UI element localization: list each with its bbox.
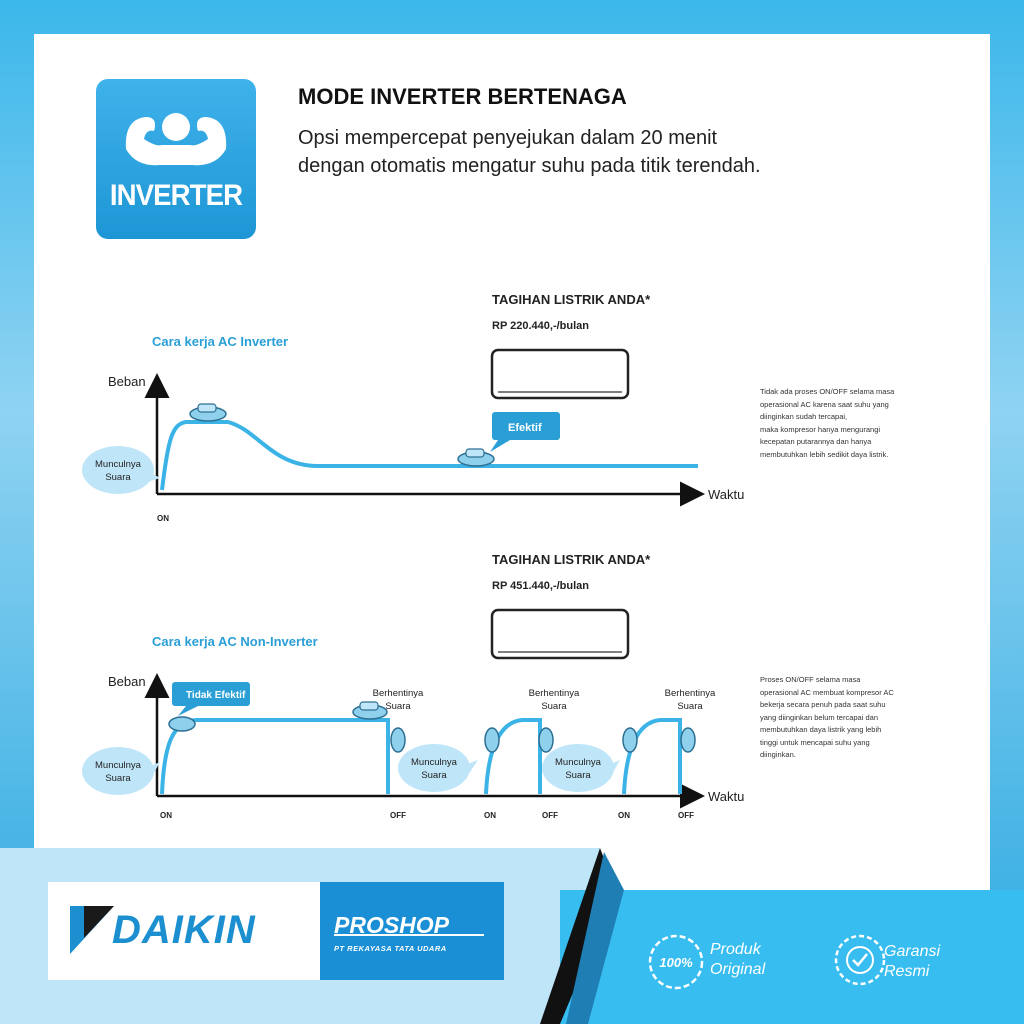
noninverter-bill-title: TAGIHAN LISTRIK ANDA* [492,552,651,567]
stop-sound-line-2: Suara [677,701,703,712]
stop-sound-line-1: Berhentinya [372,688,424,699]
note-line: diinginkan. [760,750,796,759]
note-line: operasional AC karena saat suhu yang [760,399,889,409]
brand-name: DAIKIN [112,908,256,952]
badge-line: Resmi [884,963,930,980]
sound-bubble-line-2: Suara [421,770,447,781]
sound-bubble-line-1: Munculnya [555,757,601,768]
note-line: yang diinginkan belum tercapai dan [760,712,878,722]
inverter-icon-label: INVERTER [109,179,243,212]
warranty-icon [836,936,884,984]
badge-original-label [710,940,765,980]
note-line: Tidak ada proses ON/OFF selama masa [760,387,895,396]
off-label: OFF [678,811,694,820]
page-title: MODE INVERTER BERTENAGA [298,84,627,109]
note-line: operasional AC membuat kompresor AC [760,687,894,697]
note-line: bekerja secara penuh pada saat suhu [760,700,886,709]
original-product-icon [650,936,702,988]
badge-line: Original [710,961,766,978]
badge-line: Produk [710,941,761,958]
inverter-bill-title: TAGIHAN LISTRIK ANDA* [492,292,651,307]
sound-bubble-line-1: Munculnya [95,459,141,470]
badge-percent: 100% [659,955,693,970]
description-line-2: dengan otomatis mengatur suhu pada titik terendah. [298,155,761,177]
store-name: PROSHOP [334,912,450,938]
stop-sound-line-1: Berhentinya [664,688,716,699]
note-line: maka kompresor hanya mengurangi [760,424,881,434]
on-label: ON [484,811,496,820]
note-line: kecepatan putarannya dan hanya [760,437,872,446]
note-line: tinggi untuk mencapai suhu yang [760,737,870,747]
store-subtitle: PT REKAYASA TATA UDARA [334,944,447,953]
badge-warranty-label [884,942,940,982]
inverter-bill-amount: RP 220.440,-/bulan [492,320,590,332]
inverter-y-label: Beban [108,374,146,389]
badge-line: Garansi [884,943,941,960]
stop-sound-line-1: Berhentinya [528,688,580,699]
note-line: Proses ON/OFF selama masa [760,675,861,684]
stop-sound-line-2: Suara [385,701,411,712]
ineffective-tag-label: Tidak Efektif [186,690,246,701]
sound-bubble-line-2: Suara [565,770,591,781]
sound-bubble-line-1: Munculnya [95,760,141,771]
noninverter-chart-title: Cara kerja AC Non-Inverter [152,634,318,649]
on-label: ON [160,811,172,820]
sound-bubble-line-2: Suara [105,773,131,784]
noninverter-bill-amount: RP 451.440,-/bulan [492,580,590,592]
description-line-1: Opsi mempercepat penyejukan dalam 20 menit [298,127,718,149]
inverter-chart-title: Cara kerja AC Inverter [152,334,289,349]
inverter-x-label: Waktu [708,487,745,502]
sound-bubble-line-1: Munculnya [411,757,457,768]
off-label: OFF [542,811,558,820]
note-line: diinginkan sudah tercapai, [760,412,848,421]
off-label: OFF [390,811,406,820]
inverter-on-label: ON [157,514,169,523]
effective-tag-label: Efektif [508,422,542,434]
on-label: ON [618,811,630,820]
note-line: membutuhkan lebih sedikit daya listrik. [760,449,889,459]
noninverter-y-label: Beban [108,674,146,689]
sound-bubble-line-2: Suara [105,472,131,483]
stop-sound-line-2: Suara [541,701,567,712]
noninverter-x-label: Waktu [708,789,745,804]
note-line: membutuhkan daya listrik yang lebih [760,725,882,734]
